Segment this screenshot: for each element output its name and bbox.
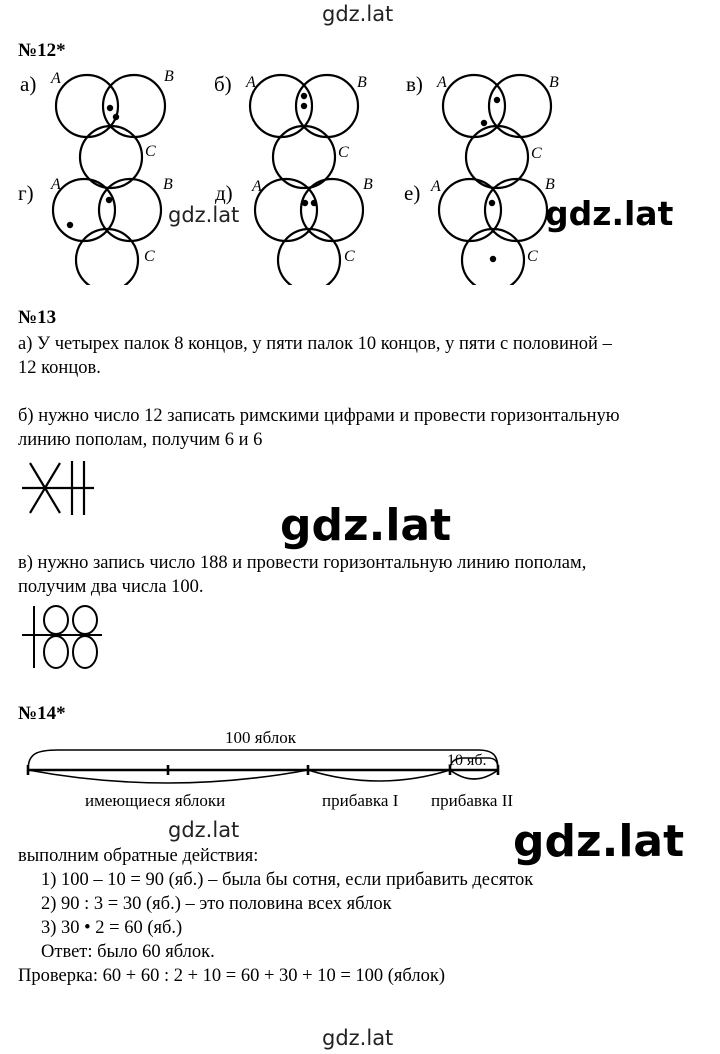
watermark-top: gdz.lat (322, 2, 394, 26)
p14-check: Проверка: 60 + 60 : 2 + 10 = 60 + 30 + 10 = 100 (яблок) (18, 966, 445, 986)
dot (107, 105, 113, 111)
dot (113, 114, 119, 120)
set-label: C (338, 144, 349, 161)
dot (489, 200, 495, 206)
venn-b (250, 75, 358, 188)
p13-v-line1: в) нужно запись число 188 и провести горизонтальную линию пополам, (18, 553, 587, 573)
total-label: 100 яблок (225, 728, 297, 747)
dot (301, 103, 307, 109)
problem-13-header: №13 (18, 307, 57, 328)
set-label: C (531, 145, 542, 162)
segment-label-2: прибавка I (322, 791, 399, 810)
dot (301, 93, 307, 99)
p13-b-line2: линию пополам, получим 6 и 6 (18, 430, 263, 450)
p13-a-line2: 12 концов. (18, 358, 101, 378)
p14-intro: выполним обратные действия: (18, 846, 259, 866)
set-label: C (144, 248, 155, 265)
problem-12-header: №12* (18, 40, 66, 61)
segment-label-1: имеющиеся яблоки (85, 791, 226, 810)
venn-label-d: д) (215, 181, 233, 205)
set-label: C (344, 248, 355, 265)
set-label: C (527, 248, 538, 265)
set-label: A (252, 178, 262, 195)
watermark-p14-large: gdz.lat (513, 816, 685, 867)
set-label: A (51, 70, 61, 87)
venn-label-e: е) (404, 181, 421, 205)
venn-diagrams (0, 60, 720, 285)
watermark-middle: gdz.lat (280, 500, 452, 551)
venn-g (53, 179, 161, 285)
watermark-p14-small: gdz.lat (168, 818, 240, 842)
venn-e (439, 179, 547, 285)
problem-14-header: №14* (18, 703, 66, 724)
set-label: B (163, 176, 173, 193)
small-label: 10 яб. (447, 752, 487, 769)
venn-a (56, 75, 165, 188)
dot (494, 97, 500, 103)
segment-label-3: прибавка II (431, 791, 514, 810)
set-label: A (437, 74, 447, 91)
number-188-figure (18, 602, 104, 672)
venn-v (443, 75, 551, 188)
set-label: A (431, 178, 441, 195)
venn-label-g: г) (18, 181, 34, 205)
watermark-venn-right: gdz.lat (545, 194, 674, 233)
dot (311, 200, 317, 206)
p13-v-line2: получим два числа 100. (18, 577, 204, 597)
dot (490, 256, 496, 262)
venn-label-v: в) (406, 72, 423, 96)
watermark-venn: gdz.lat (168, 203, 240, 227)
set-label: C (145, 143, 156, 160)
p14-step-2: 2) 90 : 3 = 30 (яб.) – это половина всех яблок (41, 894, 392, 914)
p13-a-line1: а) У четырех палок 8 концов, у пяти палок 10 концов, у пяти с половиной – (18, 334, 612, 354)
venn-label-b: б) (214, 72, 232, 96)
dot (67, 222, 73, 228)
set-label: B (545, 176, 555, 193)
dot (481, 120, 487, 126)
p13-b-line1: б) нужно число 12 записать римскими цифрами и провести горизонтальную (18, 406, 620, 426)
p14-answer: Ответ: было 60 яблок. (41, 942, 215, 962)
set-label: B (164, 68, 174, 85)
set-label: B (549, 74, 559, 91)
set-label: B (357, 74, 367, 91)
set-label: A (246, 74, 256, 91)
set-label: A (51, 176, 61, 193)
venn-d (255, 179, 363, 285)
venn-label-a: а) (20, 72, 37, 96)
dot (106, 197, 112, 203)
dot (302, 200, 308, 206)
set-label: B (363, 176, 373, 193)
p14-step-3: 3) 30 • 2 = 60 (яб.) (41, 918, 183, 938)
watermark-bottom: gdz.lat (322, 1026, 394, 1050)
roman-xii-figure (16, 455, 100, 521)
p14-step-1: 1) 100 – 10 = 90 (яб.) – была бы сотня, если прибавить десяток (41, 870, 534, 890)
